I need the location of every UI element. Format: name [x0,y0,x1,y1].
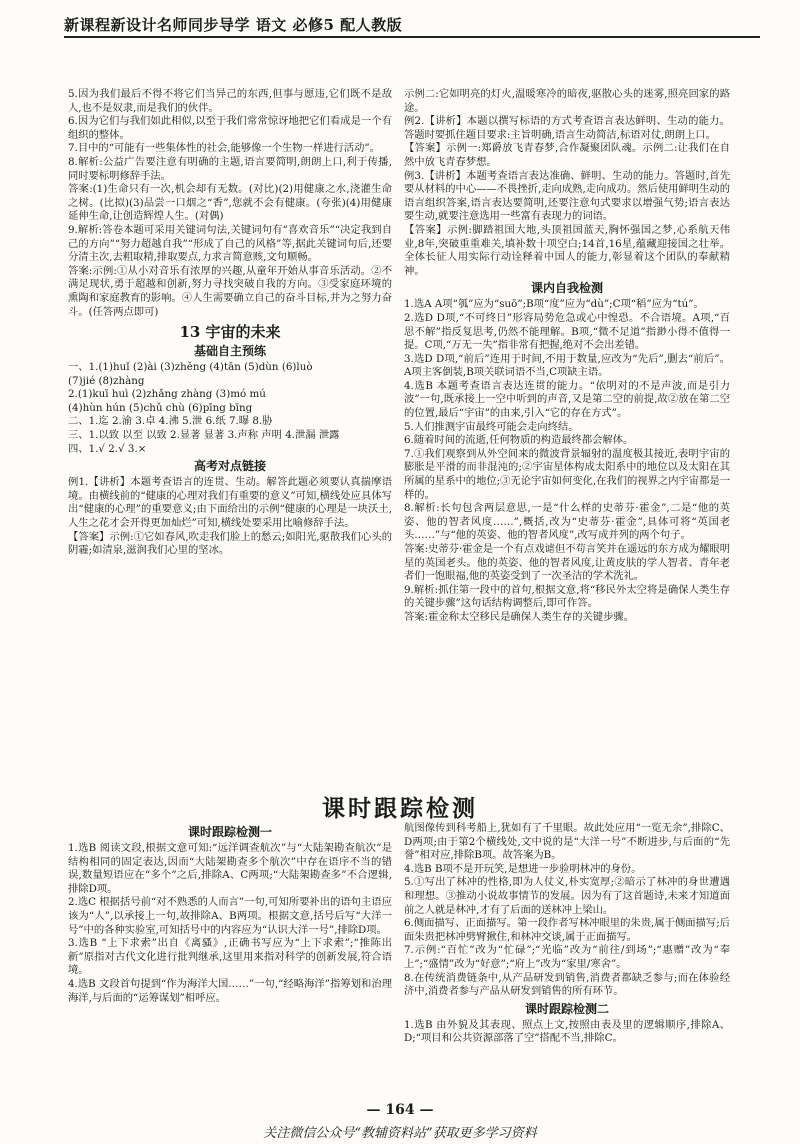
paragraph: 3.选D D项,“前后”连用于时间,不用于数量,应改为“先后”,删去“前后”。A项主客倒装,B项关联词语不当,C项缺主语。 [404,352,730,379]
test-one-title: 课时跟踪检测一 [187,825,272,839]
paragraph: 【答案】示例:①它如春风,吹走我们脸上的愁云;如阳光,驱散我们心头的阴霾;如清泉,滋润我们心里的坚冰。 [68,530,392,557]
paragraph: 1.选A A项“瓠”应为“suō”;B项“度”应为“dù”;C项“稻”应为“tú”。 [404,298,704,311]
paragraph: 4.选B 文段首句提到“作为海洋大国……”一句,“经略海洋”指筹划和治理海洋,与后面的“运筹谋划”相呼应。 [68,977,392,1004]
bottom-left-column [68,822,392,1097]
paragraph: 例1.【讲析】本题考查语言的连贯、生动。解答此题必须要认真揣摩语境。由横线前的“健康的心理对我们有重要的意义”可知,横线处应具体写出“健康的心理”的重要意义;由下面给出的示例“健康的心理是一块沃土,人生之花才会开得更加灿烂”可知,横线处要采用比喻修辞手法。 [68,476,392,530]
test-two-title: 课时跟踪检测二 [524,1001,609,1016]
answer-line: (7)jié (8)zhàng [68,374,145,387]
paragraph: 答案:(1)生命只有一次,机会却有无数。(对比)(2)用健康之水,浇灌生命之树。(比拟)(3)品尝一口烟之“香”,您就不会有健康。(夸张)(4)用健康延伸生命,让创造辉煌人生。(对偶) [68,183,392,223]
paragraph: 答案:霍金称太空移民是确保人类生存的关键步骤。 [404,610,634,623]
paragraph: 8.解析:公益广告要注意有明确的主题,语言要简明,朗朗上口,利于传播,同时要标明修辞手法。 [68,155,392,182]
paragraph: 6.随着时间的流逝,任何物质的构造最终都会解体。 [404,434,634,447]
basic-section-title: 基础自主预练 [193,344,266,359]
paragraph: 航图像传到科考船上,犹如有了千里眼。故此处应用“一览无余”,排除C、D两项;由于第2个横线处,文中说的是“大洋一号”不断进步,与后面的“先誉”相对应,排除B项。故答案为B。 [404,822,730,862]
answer-line: 2.(1)kuī huì (2)zhǎng zhàng (3)mó mú [68,388,266,401]
answer-line: (4)hùn hún (5)chǔ chù (6)pīng bīng [68,401,253,414]
running-header: 新课程新设计名师同步导学 语文 必修5 配人教版 [64,16,403,34]
gaokao-section-title: 高考对点链接 [193,459,266,474]
paragraph: 【答案】示例:脚踏祖国大地,头顶祖国蓝天,胸怀强国之梦,心系航天伟业,8年,突破重重难关,填补数十项空白;14首,16星,蕴藏迎接国之壮举。全体长征人用实际行动诠释着中国人的能力,彰显着这个团队的奉献精神。 [404,223,730,277]
paragraph: 7.示例:“百忙”改为“忙碌”;“光临”改为“前往/到场”;“惠赠”改为“奉上”;“盛情”改为“好意”;“府上”改为“家里/寒舍”。 [404,944,730,970]
header-rule [64,36,760,38]
paragraph: 8.解析:长句包含两层意思,一是“什么样的史蒂芬·霍金”,二是“他的英姿、他的智者风度……”,概括,改为“史蒂芬·霍金”,具体可将“英国老头……”与“他的英姿、他的智者风度”,改写成并列的两个句子。 [404,502,730,542]
selftest-section-title: 课内自我检测 [530,281,603,296]
paragraph: 答案:史蒂芬·霍金是一个有点戏谑但不苟言笑并在遥远的东方成为耀眼明星的英国老头。他的英姿、他的智者风度,让黄皮肤的学人智者、青年老者们一饱眼福,他的英姿受到了一次圣洁的学术洗礼。 [404,543,730,583]
top-left-column [68,88,392,778]
answer-line: 四、1.√ 2.√ 3.× [68,442,147,455]
paragraph: 6.侧面描写、正面描写。第一段作者写林冲眼里的朱贵,属于侧面描写;后面朱贵把林冲劈臂揪住,和林冲交谈,属于正面描写。 [404,917,730,943]
section-big-title: 课时跟踪检测 [322,795,478,822]
answer-line: 三、1.以致 以至 以致 2.显著 显著 3.声称 声明 4.泄漏 泄露 [68,429,340,442]
paragraph: 6.因为它们与我们如此相似,以至于我们常常惊讶地把它们看成是一个有组织的整体。 [68,115,392,141]
paragraph: 2.选C 根据括号前“对不熟悉的人而言”一句,可知所要补出的语句主语应该为“人”,以承接上一句,故排除A、B两项。根据文意,括号后写“大洋一号”中的各种实验室,可知括号中的内容应为“认识大洋一号”,排除D项。 [68,896,392,936]
paragraph: 5.人们推测宇宙最终可能会走向终结。 [404,420,579,433]
paragraph: 例3.【讲析】本题考查语言表达准确、鲜明、生动的能力。答题时,首先要从材料的中心——不畏挫折,走向成熟,走向成功。然后使用鲜明生动的语言组织答案,语言表达要简明,还要注意句式要求以增强气势;语言表达要生动,就要注意选用一些富有表现力的词语。 [404,169,730,223]
lesson-title: 13 宇宙的未来 [179,323,281,342]
paragraph: 3.选B “上下求索”出自《离骚》,正确书写应为“上下求索”;“推陈出新”原指对古代文化进行批判继承,这里用来指对科学的创新发展,符合语境。 [68,937,392,977]
paragraph: 2.选D D项,“不可终日”形容局势危急或心中惶恐。不合语境。A项,“百思不解”指反复思考,仍然不能理解。B项,“微不足道”指渺小得不值得一提。C项,“万无一失”指非常有把握,绝对不会出差错。 [404,311,730,352]
page-number: — 164 — [366,1102,434,1118]
paragraph: 例2.【讲析】本题以撰写标语的方式考查语言表达鲜明、生动的能力。答题时要抓住题目要求:主旨明确,语言生动简洁,标语对仗,朗朗上口。 [404,115,730,141]
paragraph: 5.①写出了林冲的性格,即为人仗义,朴实宽厚;②暗示了林冲的身世遭遇和理想。③推动小说故事情节的发展。因为有了这首题诗,未来才知道面前之人就是林冲,才有了后面的送林冲上梁山。 [404,876,730,916]
paragraph: 7.目中的“可能有一些集体性的社会,能够像一个生物一样进行活动”。 [68,142,380,155]
footer-notice: 关注微信公众号“教辅资料站”获取更多学习资料 [263,1126,537,1141]
paragraph: 9.解析:答卷本题可采用关键词句法,关键词句有“喜欢音乐”“决定我到自己的方向”“努力超越自我”“形成了自己的风格”等,据此关键词句后,还要分清主次,去粗取精,排取要点,力求言简意赅,文句顺畅。 [68,223,392,264]
paragraph: 1.选B 阅读文段,根据文意可知:“远洋调查航次”与“大陆架勘查航次”是结构相同的固定表达,因而“大陆架勘查多个航次”中存在语序不当的错误,数量短语应在“多个”之后,排除A、C两项;“大陆架勘查多”不合逻辑,排除D项。 [68,842,392,895]
paragraph: 1.选B 由外貌及其表现、照点上文,按照由表及里的逻辑顺序,排除A、D;“项目和公共资源部落了空”搭配不当,排除C。 [404,1018,730,1045]
paragraph: 4.选B 本题考查语言表达连贯的能力。“依明对的不是声波,而是引力波”一句,既承接上一空中听到的声音,又是第二空的前提,故②放在第二空的位置,最后“宇宙”的由来,引入“它的存在方式”。 [404,379,730,420]
paragraph: 9.解析:抓住第一段中的首句,根据文意,将“移民外太空将是确保人类生存的关键步骤”这句话结构调整后,即可作答。 [404,583,730,610]
paragraph: 【答案】示例一:郑爵放飞青春梦,合作凝聚团队魂。示例二:让我们在自然中放飞青春梦想。 [404,142,730,168]
paragraph: 7.①我们观察到从外空间来的微波背景辐射的温度极其接近,表明宇宙的膨胀是平滑的而非混沌的;②宇宙星体构成太阳系中的地位以及太阳在其所属的星系中的地位;③无论宇宙如何变化,在我们的视界之内宇宙都是一样的。 [404,447,730,501]
answer-line: 二、1.迄 2.渝 3.卓 4.沸 5.泄 6.纸 7.曝 8.胁 [68,415,273,428]
paragraph: 4.选B B项不是开玩笑,是想进一步验明林冲的身份。 [404,862,642,875]
top-right-column [404,88,730,778]
paragraph: 示例二:它如明亮的灯火,温暖寒冷的暗夜,驱散心头的迷雾,照亮回家的路途。 [404,88,730,114]
answer-line: 一、1.(1)huǐ (2)ài (3)zhěng (4)tān (5)dùn (6)luò [68,361,313,374]
paragraph: 5.因为我们最后不得不将它们当异己的东西,但事与愿违,它们既不是敌人,也不是奴隶,而是我们的伙伴。 [68,88,392,114]
bottom-right-column [404,822,730,1097]
paragraph: 答案:示例:①从小对音乐有浓厚的兴趣,从童年开始从事音乐活动。②不满足现状,勇于超越和创新,努力寻找突破自我的方向。③受家庭环境的熏陶和家庭教育的影响。④人生需要确立自己的奋斗目标,并为之努力奋斗。(任答两点即可) [68,264,392,318]
paragraph: 8.在传统消费链条中,从产品研发到销售,消费者都缺乏参与;而在体验经济中,消费者参与产品从研发到销售的所有环节。 [404,971,730,998]
